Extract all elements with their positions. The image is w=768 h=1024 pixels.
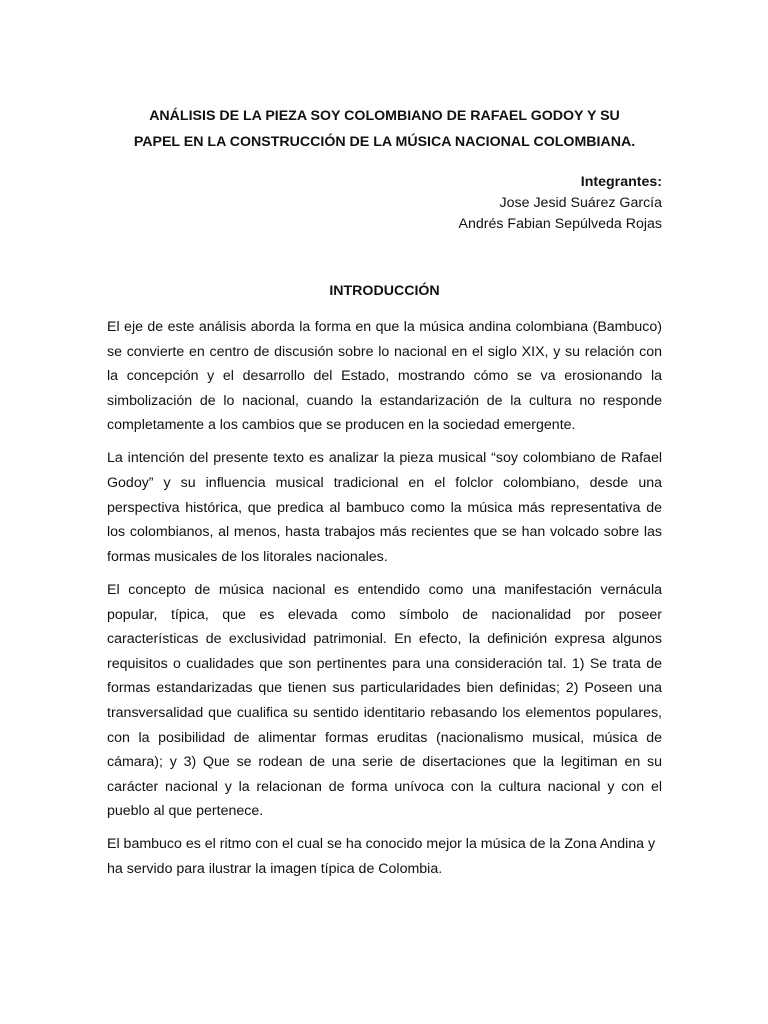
authors-label: Integrantes:	[580, 174, 662, 190]
author-name: Andrés Fabian Sepúlveda Rojas	[458, 216, 662, 232]
document-title	[107, 103, 662, 155]
title-line-1: ANÁLISIS DE LA PIEZA SOY COLOMBIANO DE RAFAEL GODOY Y SU	[149, 108, 620, 124]
section-heading: INTRODUCCIÓN	[329, 283, 440, 299]
paragraph: El concepto de música nacional es entendido como una manifestación vernácula popular, típica, que es elevada como símbolo de nacionalidad por poseer características de exclusividad patrimonial. En efecto, la definición expresa algunos requisitos o cualidades que son pertinentes para una consideración tal. 1) Se trata de formas estandarizadas que tienen sus particularidades bien definidas; 2) Poseen una transversalidad que cualifica su sentido identitario rebasando los elementos populares, con la posibilidad de alimentar formas eruditas (nacionalismo musical, música de cámara); y 3) Que se rodean de una serie de disertaciones que la legitiman en su carácter nacional y la relacionan de forma unívoca con la cultura nacional y con el pueblo al que pertenece.	[107, 581, 662, 820]
body-text	[107, 315, 662, 890]
paragraph: El eje de este análisis aborda la forma en que la música andina colombiana (Bambuco) se convierte en centro de discusión sobre lo nacional en el siglo XIX, y su relación con la concepción y el desarrollo del Estado, mostrando cómo se va erosionando la simbolización de lo nacional, cuando la estandarización de la cultura no responde completamente a los cambios que se producen en la sociedad emergente.	[107, 319, 662, 434]
authors-block	[107, 172, 662, 235]
author-name: Jose Jesid Suárez García	[499, 195, 662, 211]
paragraph: La intención del presente texto es analizar la pieza musical “soy colombiano de Rafael Godoy” y su influencia musical tradicional en el folclor colombiano, desde una perspectiva histórica, que predica al bambuco como la música más representativa de los colombianos, al menos, hasta trabajos más recientes que se han volcado sobre las formas musicales de los litorales nacionales.	[107, 450, 662, 565]
paragraph: El bambuco es el ritmo con el cual se ha conocido mejor la música de la Zona Andina y ha servido para ilustrar la imagen típica de Colombia.	[107, 836, 656, 877]
title-line-2: PAPEL EN LA CONSTRUCCIÓN DE LA MÚSICA NACIONAL COLOMBIANA.	[133, 134, 636, 150]
